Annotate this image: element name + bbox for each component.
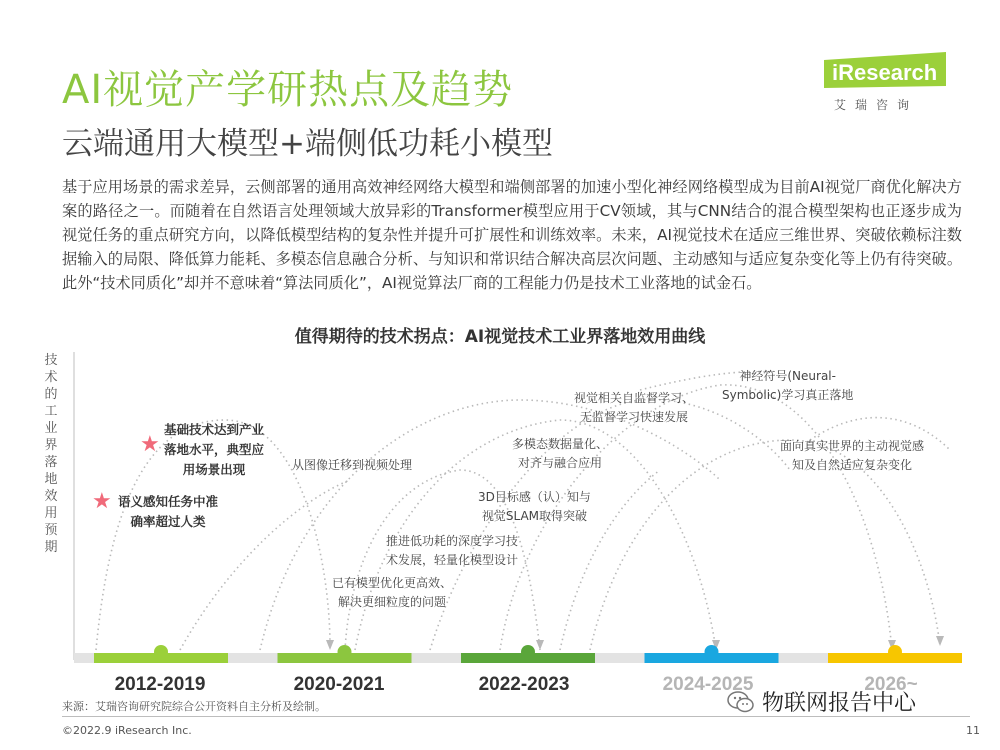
star-icon: ★ — [140, 432, 160, 457]
annotation-3d-slam — [478, 488, 591, 526]
copyright: ©2022.9 iResearch Inc. — [62, 724, 192, 737]
annotation-line: 面向真实世界的主动视觉感 — [780, 439, 925, 453]
annotation-line: 已有模型优化更高效、 — [332, 576, 453, 590]
annotation-line: 对齐与融合应用 — [518, 456, 603, 470]
arrow-head-1 — [326, 640, 334, 650]
annotation-line: 解决更细粒度的问题 — [338, 595, 447, 609]
star-icon: ★ — [92, 489, 112, 514]
arrow-heads — [326, 636, 944, 650]
period-label-2020-2021: 2020-2021 — [293, 674, 385, 695]
chart-title: 值得期待的技术拐点：AI视觉技术工业界落地效用曲线 — [294, 327, 706, 347]
annotation-line: 推进低功耗的深度学习技 — [386, 534, 519, 548]
milestone-line: 语义感知任务中准 — [117, 494, 218, 509]
arrow-head-5 — [936, 636, 944, 646]
logo-cn-text: 艾瑞咨询 — [834, 98, 919, 112]
period-label-2026: 2026~ — [864, 674, 918, 695]
arrow-head-2 — [536, 640, 544, 650]
period-label-2024-2025: 2024-2025 — [662, 674, 754, 695]
period-dot — [521, 645, 535, 659]
annotation-line: 视觉相关自监督学习、 — [574, 391, 695, 405]
page-title: AI视觉产学研热点及趋势 — [62, 67, 514, 113]
period-dot — [338, 645, 352, 659]
annotation-line: 3D目标感（认）知与 — [478, 490, 591, 504]
page-subtitle: 云端通用大模型+端侧低功耗小模型 — [62, 126, 553, 162]
period-dot — [888, 645, 902, 659]
period-dot — [154, 645, 168, 659]
watermark-text: 物联网报告中心 — [762, 691, 917, 716]
annotation-line: Symbolic)学习真正落地 — [722, 388, 854, 402]
annotation-neural-symbolic — [722, 367, 853, 405]
annotation-line: 神经符号(Neural- — [739, 369, 836, 383]
period-label-2012-2019: 2012-2019 — [114, 674, 206, 695]
logo-brand-text: iResearch — [832, 60, 938, 85]
milestone-semantic-perception — [112, 492, 224, 532]
milestone-line: 确率超过人类 — [130, 514, 206, 529]
source-note: 来源：艾瑞咨询研究院综合公开资料自主分析及绘制。 — [62, 700, 326, 713]
page-number: 11 — [966, 724, 980, 737]
annotation-self-supervised — [574, 389, 694, 427]
annotation-line: 知及自然适应复杂变化 — [792, 458, 913, 472]
annotation-video-processing — [292, 456, 412, 475]
milestone-line: 基础技术达到产业 — [163, 422, 264, 437]
annotation-active-perception — [780, 437, 924, 475]
milestone-line: 落地水平，典型应 — [163, 442, 264, 457]
annotation-line: 从图像迁移到视频处理 — [292, 458, 413, 472]
annotation-model-optimization — [332, 574, 452, 612]
milestone-line: 用场景出现 — [182, 462, 246, 477]
milestone-industrial-landing — [158, 420, 270, 480]
period-dot — [705, 645, 719, 659]
annotation-multimodal — [512, 435, 608, 473]
wechat-icon — [726, 690, 756, 714]
annotation-line: 无监督学习快速发展 — [580, 410, 689, 424]
period-bars — [94, 645, 962, 663]
annotation-line: 术发展，轻量化模型设计 — [386, 553, 519, 567]
y-axis-label: 技术的工业界落地效用预期 — [44, 353, 58, 555]
intro-paragraph: 基于应用场景的需求差异，云侧部署的通用高效神经网络大模型和端侧部署的加速小型化神经网络模型成为目前AI视觉厂商优化解决方案的路径之一。而随着在自然语言处理领域大放异彩的Transformer模型应用于CV领域，其与CNN结合的混合模型架构也正逐步成为视觉任务的重点研究方向，以降低模型结构的复杂性并提升可扩展性和训练效率。未来，AI视觉技术在适应三维世界、突破依赖标注数据输入的局限、降低算力能耗、多模态信息融合分析、与知识和常识结合解决高层次问题、主动感知与适应复杂变化等上仍有待突破。此外“技术同质化”却并不意味着“算法同质化”，AI视觉算法厂商的工程能力仍是技术工业落地的试金石。 — [62, 178, 962, 292]
period-label-2022-2023: 2022-2023 — [478, 674, 570, 695]
annotation-line: 多模态数据量化、 — [512, 437, 609, 451]
annotation-line: 视觉SLAM取得突破 — [481, 509, 588, 523]
annotation-low-power-dl — [386, 532, 518, 570]
